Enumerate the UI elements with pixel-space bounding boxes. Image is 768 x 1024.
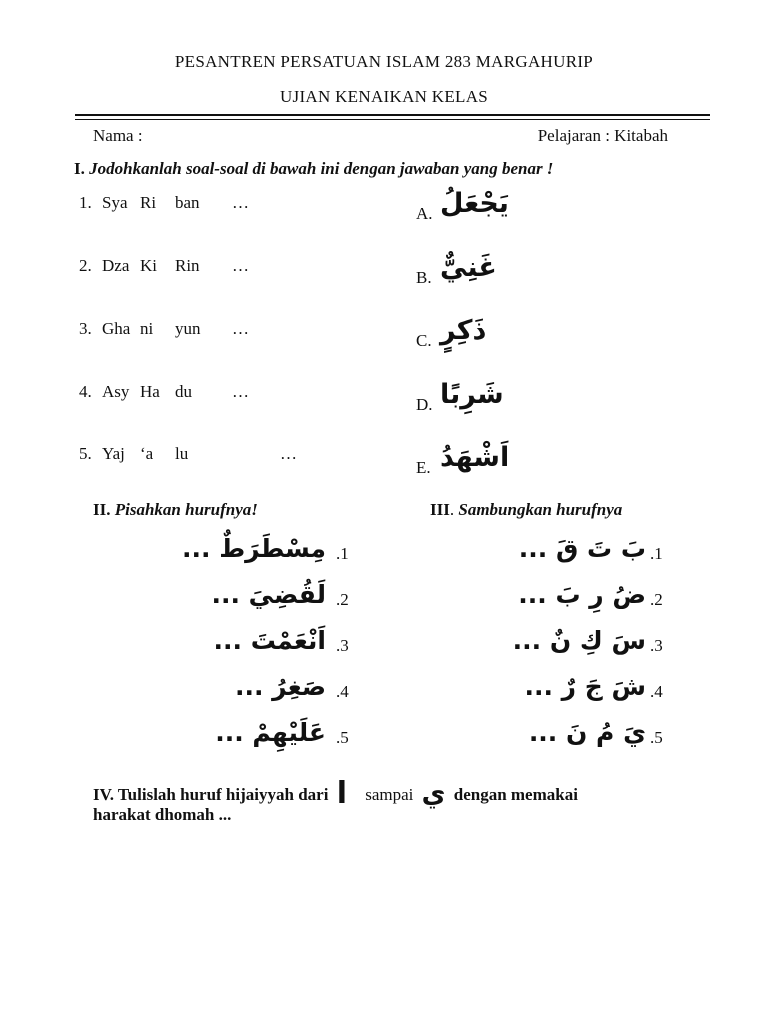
- answer-arabic-word: شَرِبًا: [440, 379, 504, 410]
- section-3-number: .3: [650, 636, 663, 655]
- section-2-number: .3: [336, 636, 349, 655]
- question-syllable: Yaj: [102, 444, 125, 463]
- section-2-number: .1: [336, 544, 349, 563]
- answer-letter: D.: [416, 395, 433, 414]
- question-number: 3.: [79, 319, 92, 338]
- section-3-numeral: III: [430, 500, 450, 519]
- section-2-word: مِسْطَرَطٌ ...: [182, 534, 326, 563]
- section-2-heading: [93, 500, 258, 520]
- section-4-text-1: IV. Tulislah huruf hijaiyyah dari: [93, 785, 329, 804]
- section-2-word: لَقُضِيَ ...: [211, 580, 326, 609]
- section-3-letters: ضُ رِ بَ ...: [518, 580, 646, 609]
- answer-arabic-word: اَشْهَدُ: [440, 442, 510, 473]
- question-number: 5.: [79, 444, 92, 463]
- section-2-number: .5: [336, 728, 349, 747]
- section-3-title: Sambungkan hurufnya: [458, 500, 623, 519]
- question-syllable: Ki: [140, 256, 157, 275]
- school-name: PESANTREN PERSATUAN ISLAM 283 MARGAHURIP: [174, 52, 594, 71]
- section-2-word: صَغِرُ ...: [234, 672, 326, 701]
- section-3-letters: شَ جَ رٌ ...: [524, 672, 646, 701]
- question-syllable: Asy: [102, 382, 130, 401]
- question-blank: …: [232, 256, 249, 275]
- question-syllable: Sya: [102, 193, 128, 212]
- section-3-letters: يَ مُ نَ ...: [528, 718, 646, 747]
- section-1-numeral: I.: [74, 159, 85, 178]
- section-3-number: .2: [650, 590, 663, 609]
- question-syllable: Rin: [175, 256, 200, 275]
- ya-letter: ي: [421, 779, 446, 809]
- section-3-heading: [430, 500, 622, 520]
- section-2-number: .2: [336, 590, 349, 609]
- header-rule-bottom: [75, 119, 710, 120]
- section-4-line-2: harakat dhomah ...: [93, 805, 232, 824]
- question-syllable: ban: [175, 193, 200, 212]
- answer-arabic-word: غَنِيٌّ: [440, 252, 497, 283]
- question-blank: …: [232, 193, 249, 212]
- section-2-number: .4: [336, 682, 349, 701]
- section-2-numeral: II.: [93, 500, 111, 519]
- section-3-number: .5: [650, 728, 663, 747]
- question-number: 4.: [79, 382, 92, 401]
- section-3-letters: سَ كِ نٌ ...: [512, 626, 646, 655]
- section-3-number: .1: [650, 544, 663, 563]
- question-blank: …: [232, 319, 249, 338]
- exam-title: UJIAN KENAIKAN KELAS: [279, 87, 489, 106]
- section-1-instruction: [74, 159, 553, 179]
- question-blank: …: [280, 444, 297, 463]
- section-4-text-3: dengan memakai: [453, 785, 578, 804]
- section-1-text: Jodohkanlah soal-soal di bawah ini dengan jawaban yang benar !: [89, 159, 554, 178]
- answer-letter: B.: [416, 268, 432, 287]
- question-syllable: Ha: [140, 382, 160, 401]
- answer-arabic-word: يَجْعَلُ: [440, 188, 509, 219]
- answer-letter: E.: [416, 458, 431, 477]
- question-syllable: Dza: [102, 256, 130, 275]
- section-3-number: .4: [650, 682, 663, 701]
- answer-letter: A.: [416, 204, 433, 223]
- question-syllable: Gha: [102, 319, 131, 338]
- alif-letter: ا: [336, 776, 347, 811]
- name-label: Nama :: [93, 126, 143, 145]
- question-syllable: Ri: [140, 193, 157, 212]
- subject-label: Pelajaran : Kitabah: [537, 126, 668, 145]
- question-syllable: yun: [175, 319, 201, 338]
- question-number: 1.: [79, 193, 92, 212]
- section-2-word: اَنْعَمْتَ ...: [213, 626, 326, 655]
- question-number: 2.: [79, 256, 92, 275]
- question-syllable: ‘a: [140, 444, 154, 463]
- header-rule-top: [75, 114, 710, 116]
- question-blank: …: [232, 382, 249, 401]
- answer-letter: C.: [416, 331, 432, 350]
- section-2-word: عَلَيْهِمْ ...: [215, 718, 326, 747]
- answer-arabic-word: ذَكِرٍ: [440, 315, 487, 346]
- question-syllable: du: [175, 382, 192, 401]
- section-2-title: Pisahkan hurufnya!: [114, 500, 258, 519]
- section-3-dot: .: [449, 500, 455, 519]
- section-4-text-2: sampai: [365, 785, 414, 804]
- question-syllable: ni: [140, 319, 154, 338]
- question-syllable: lu: [175, 444, 189, 463]
- section-3-letters: بَ تَ قَ ...: [518, 534, 646, 563]
